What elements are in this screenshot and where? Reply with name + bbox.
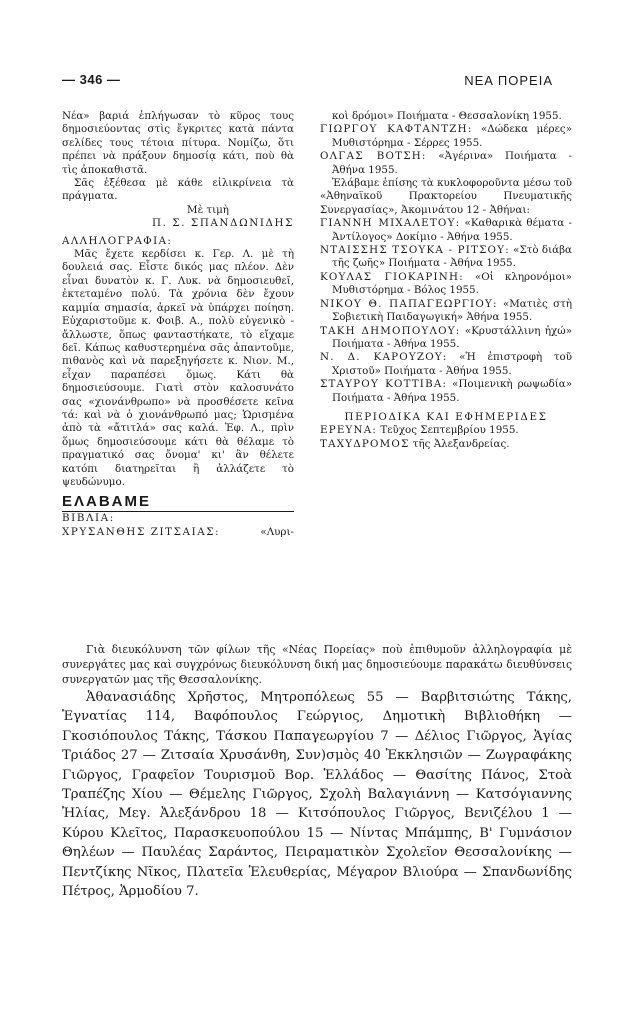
section-heading-correspondence: ΑΛΛΗΛΟΓΡΑΦΙΑ: (62, 234, 173, 247)
book-title: «Ματιὲς στὴ Σοβιετικὴ Παιδαγωγική» Ἀθήνα 1955. (332, 297, 572, 324)
left-column (62, 110, 294, 539)
periodical-entry (320, 424, 572, 437)
book-entry (62, 526, 294, 539)
received-note: Ἐλάβαμε ἐπίσης τὰ κυκλοφοροῦντα μέσω τοῦ «Ἀθηναϊκοῦ Πρακτορείου Πνευματικῆς Συνεργασίας», Ἀκομινάτου 12 - Ἀθήναι: (320, 177, 572, 216)
book-title: «Λυρι- (260, 525, 294, 538)
book-author: ΤΑΚΗ ΔΗΜΟΠΟΥΛΟΥ: (320, 324, 461, 337)
signature-greeting: Μὲ τιμὴ (187, 203, 229, 216)
addresses-intro: Γιὰ διευκόλυνση τῶν φίλων τῆς «Νέας Πορείας» ποὺ ἐπιθυμοῦν ἀλληλογραφία μὲ συνεργάτες μας καὶ συγχρόνως διευκόλυνση δική μας δημοσιεύουμε παρακάτω διευθύνσεις συνεργατῶν μας τῆς Θεσσαλονίκης. (62, 642, 572, 686)
book-entry-continuation: κοὶ δρόμοι» Ποιήματα - Θεσσαλονίκη 1955. (332, 110, 562, 122)
book-author: ΝΤΑΙΣΣΗΣ ΤΣΟΥΚΑ - ΡΙΤΣΟΥ: (320, 244, 510, 257)
book-title: «Ἡ ἐπιστροφὴ τοῦ Χριστοῦ» Ποιήματα - Ἀθήνα 1955. (332, 351, 572, 377)
book-author: ΓΙΩΡΓΟΥ ΚΑΦΤΑΝΤΖΗ: (320, 123, 473, 136)
letter-closing: Σᾶς ἐξέθεσα μὲ κάθε εἰλικρίνεια τὰ πράγματα. (62, 177, 294, 203)
book-entry (320, 244, 572, 271)
book-title: «Στὸ διάβα τῆς ζωῆς» Ποιήματα - Ἀθήνα 1955. (332, 244, 573, 270)
letter-continuation: Νέα» βαριά ἐπλήγωσαν τὸ κῦρος τους δημοσιεύοντας στὶς ἔγκριτες κατὰ πάντα σελίδες τους τέτοια πίτυρα. Νομίζω, ὅτι πρέπει νὰ πράξουν δημοσίᾳ κάτι, ποὺ θὰ τὶς ἀποκαθιστᾶ. (62, 110, 294, 176)
periodical-detail: τῆς Ἀλεξανδρείας. (412, 437, 510, 450)
book-title: «Καθαρικὰ θέματα - Ἀντίλογος» Δοκίμιο - Ἀθήνα 1955. (332, 217, 573, 243)
page-number: — 346 — (62, 72, 121, 87)
book-author: ΣΤΑΥΡΟΥ ΚΟΤΤΙΒΑ: (320, 378, 448, 391)
book-author: ΓΙΑΝΝΗ ΜΙΧΑΛΕΤΟΥ: (320, 217, 461, 230)
book-entry (320, 298, 572, 325)
section-heading-periodicals: ΠΕΡΙΟΔΙΚΑ ΚΑΙ ΕΦΗΜΕΡΙΔΕΣ (344, 410, 548, 423)
periodical-entry (320, 438, 572, 451)
book-entry (320, 351, 572, 378)
periodical-detail: Τεῦχος Σεπτεμβρίου 1955. (380, 424, 519, 437)
correspondence-text: Μᾶς ἔχετε κερδίσει κ. Γερ. Λ. μὲ τὴ δουλειά σας. Εἶστε δικός μας πλέον. Δὲν εἶναι δυνατὸν κ. Γ. Λυκ. νὰ δημοσιευθεῖ, ἐκτεταμένο πολύ. Τὰ χρόνια δὲν ἔχουν καμμία σημασία, ἀρκεῖ νὰ ὑπάρχει ποίηση. Εὐχαριστοῦμε κ. Φοιβ. Α., πολὺ εὐγενικὸ - ἄλλωστε, ὅπως φανταστήκατε, τὸ εἴχαμε δεῖ. Κάπως καθυστερημένα σᾶς ἀπαντοῦμε, πιθανὸς καὶ νὰ παρεξηγήσετε κ. Νιον. Μ., εἶχαν παραπέσει ὅμως. Κάτι θὰ δημοσιεύσουμε. Γιατὶ στὸν καλοσυνάτο σας «χιονάνθρωπο» νὰ προσθέσετε κεῖνα τά: καὶ νὰ ὁ χιονάνθρωπό μας; Ὡρισμένα ἀπὸ τὰ «ἄτιτλά» σας καλά. Ἐφ. Λ., πρὶν ὅμως δημοσιεύσουμε κάτι θὰ θέλαμε τὸ πραγματικό σας ὄνομα' κι' ἂν θέλετε κατόπι διατηρεῖται ἢ ἀλλάζετε τὸ ψευδώνυμο. (62, 248, 294, 488)
book-author: ΚΟΥΛΑΣ ΓΙΟΚΑΡΙΝΗ: (320, 270, 464, 283)
periodical-name: ΤΑΧΥΔΡΟΜΟΣ (320, 437, 410, 450)
running-title: ΝΕΑ ΠΟΡΕΙΑ (464, 73, 553, 88)
book-title: «Οἱ κληρονόμοι» Μυθιστόρημα - Βόλος 1955. (332, 270, 572, 297)
section-heading-received: ΕΛΑΒΑΜΕ (62, 493, 294, 512)
periodical-name: ΕΡΕΥΝΑ: (320, 424, 378, 437)
book-title: «Κρυστάλλινη ἠχώ» Ποιήματα - Ἀθήνα 1955. (332, 324, 572, 350)
book-title: «Δώδεκα μέρες» Μυθιστόρημα - Σέρρες 1955. (332, 123, 572, 149)
book-author: Ν. Δ. ΚΑΡΟΥΖΟΥ: (320, 351, 448, 364)
right-column (320, 110, 572, 451)
book-title: «Ἀγέρινα» Ποιήματα - Ἀθήνα 1955. (332, 150, 572, 176)
book-entry (320, 271, 572, 298)
subheading-books: ΒΙΒΛΙΑ: (62, 512, 115, 525)
addresses-list: Ἀθανασιάδης Χρῆστος, Μητροπόλεως 55 — Βαρβιτσιώτης Τάκης, Ἐγνατίας 114, Βαφόπουλος Γεώργιος, Δημοτικὴ Βιβλιοθήκη — Γκοσιόπουλος Τάκης, Τάσκου Παπαγεωργίου 7 — Δέλιος Γιῶργος, Ἁγίας Τριάδος 27 — Ζιτσαία Χρυσάνθη, Συν)σμὸς 40 Ἐκκλησιῶν — Ζωγραφάκης Γιῶργος, Γραφεῖον Τουρισμοῦ Βορ. Ἑλλάδος — Θασίτης Πάνος, Στοὰ Τραπέζης Χίου — Θέμελης Γιῶργος, Σχολὴ Βαλαγιάννη — Κατσόγιαννης Ἠλίας, Μεγ. Ἀλεξάνδρου 18 — Κιτσόπουλος Γιῶργος, Βενιζέλου 1 — Κύρου Κλεῖτος, Παρασκευοπούλου 15 — Νίντας Μπάμπης, Β' Γυμνάσιον Θηλέων — Παυλέας Σαράντος, Πειραματικὸν Σχολεῖον Θεσσαλονίκης — Πεντζίκης Νῖκος, Πλατεῖα Ἐλευθερίας, Μέγαρον Βλιούρα — Σπανδωνίδης Πέτρος, Ἁρμοδίου 7. (62, 690, 572, 900)
book-entry (320, 217, 572, 244)
book-entry (320, 123, 572, 150)
book-author: ΟΛΓΑΣ ΒΟΤΣΗ: (320, 150, 427, 163)
book-entry (320, 150, 572, 177)
book-author: ΧΡΥΣΑΝΘΗΣ ΖΙΤΣΑΙΑΣ: (62, 525, 221, 538)
book-entry (320, 378, 572, 405)
book-title: «Ποιμενικὴ ρωψωδία» Ποιήματα - Ἀθήνα 1955. (332, 378, 572, 404)
book-entry (320, 325, 572, 352)
signature-name: Π. Σ. ΣΠΑΝΔΩΝΙΔΗΣ (151, 217, 294, 230)
book-author: ΝΙΚΟΥ Θ. ΠΑΠΑΓΕΩΡΓΙΟΥ: (320, 297, 498, 310)
